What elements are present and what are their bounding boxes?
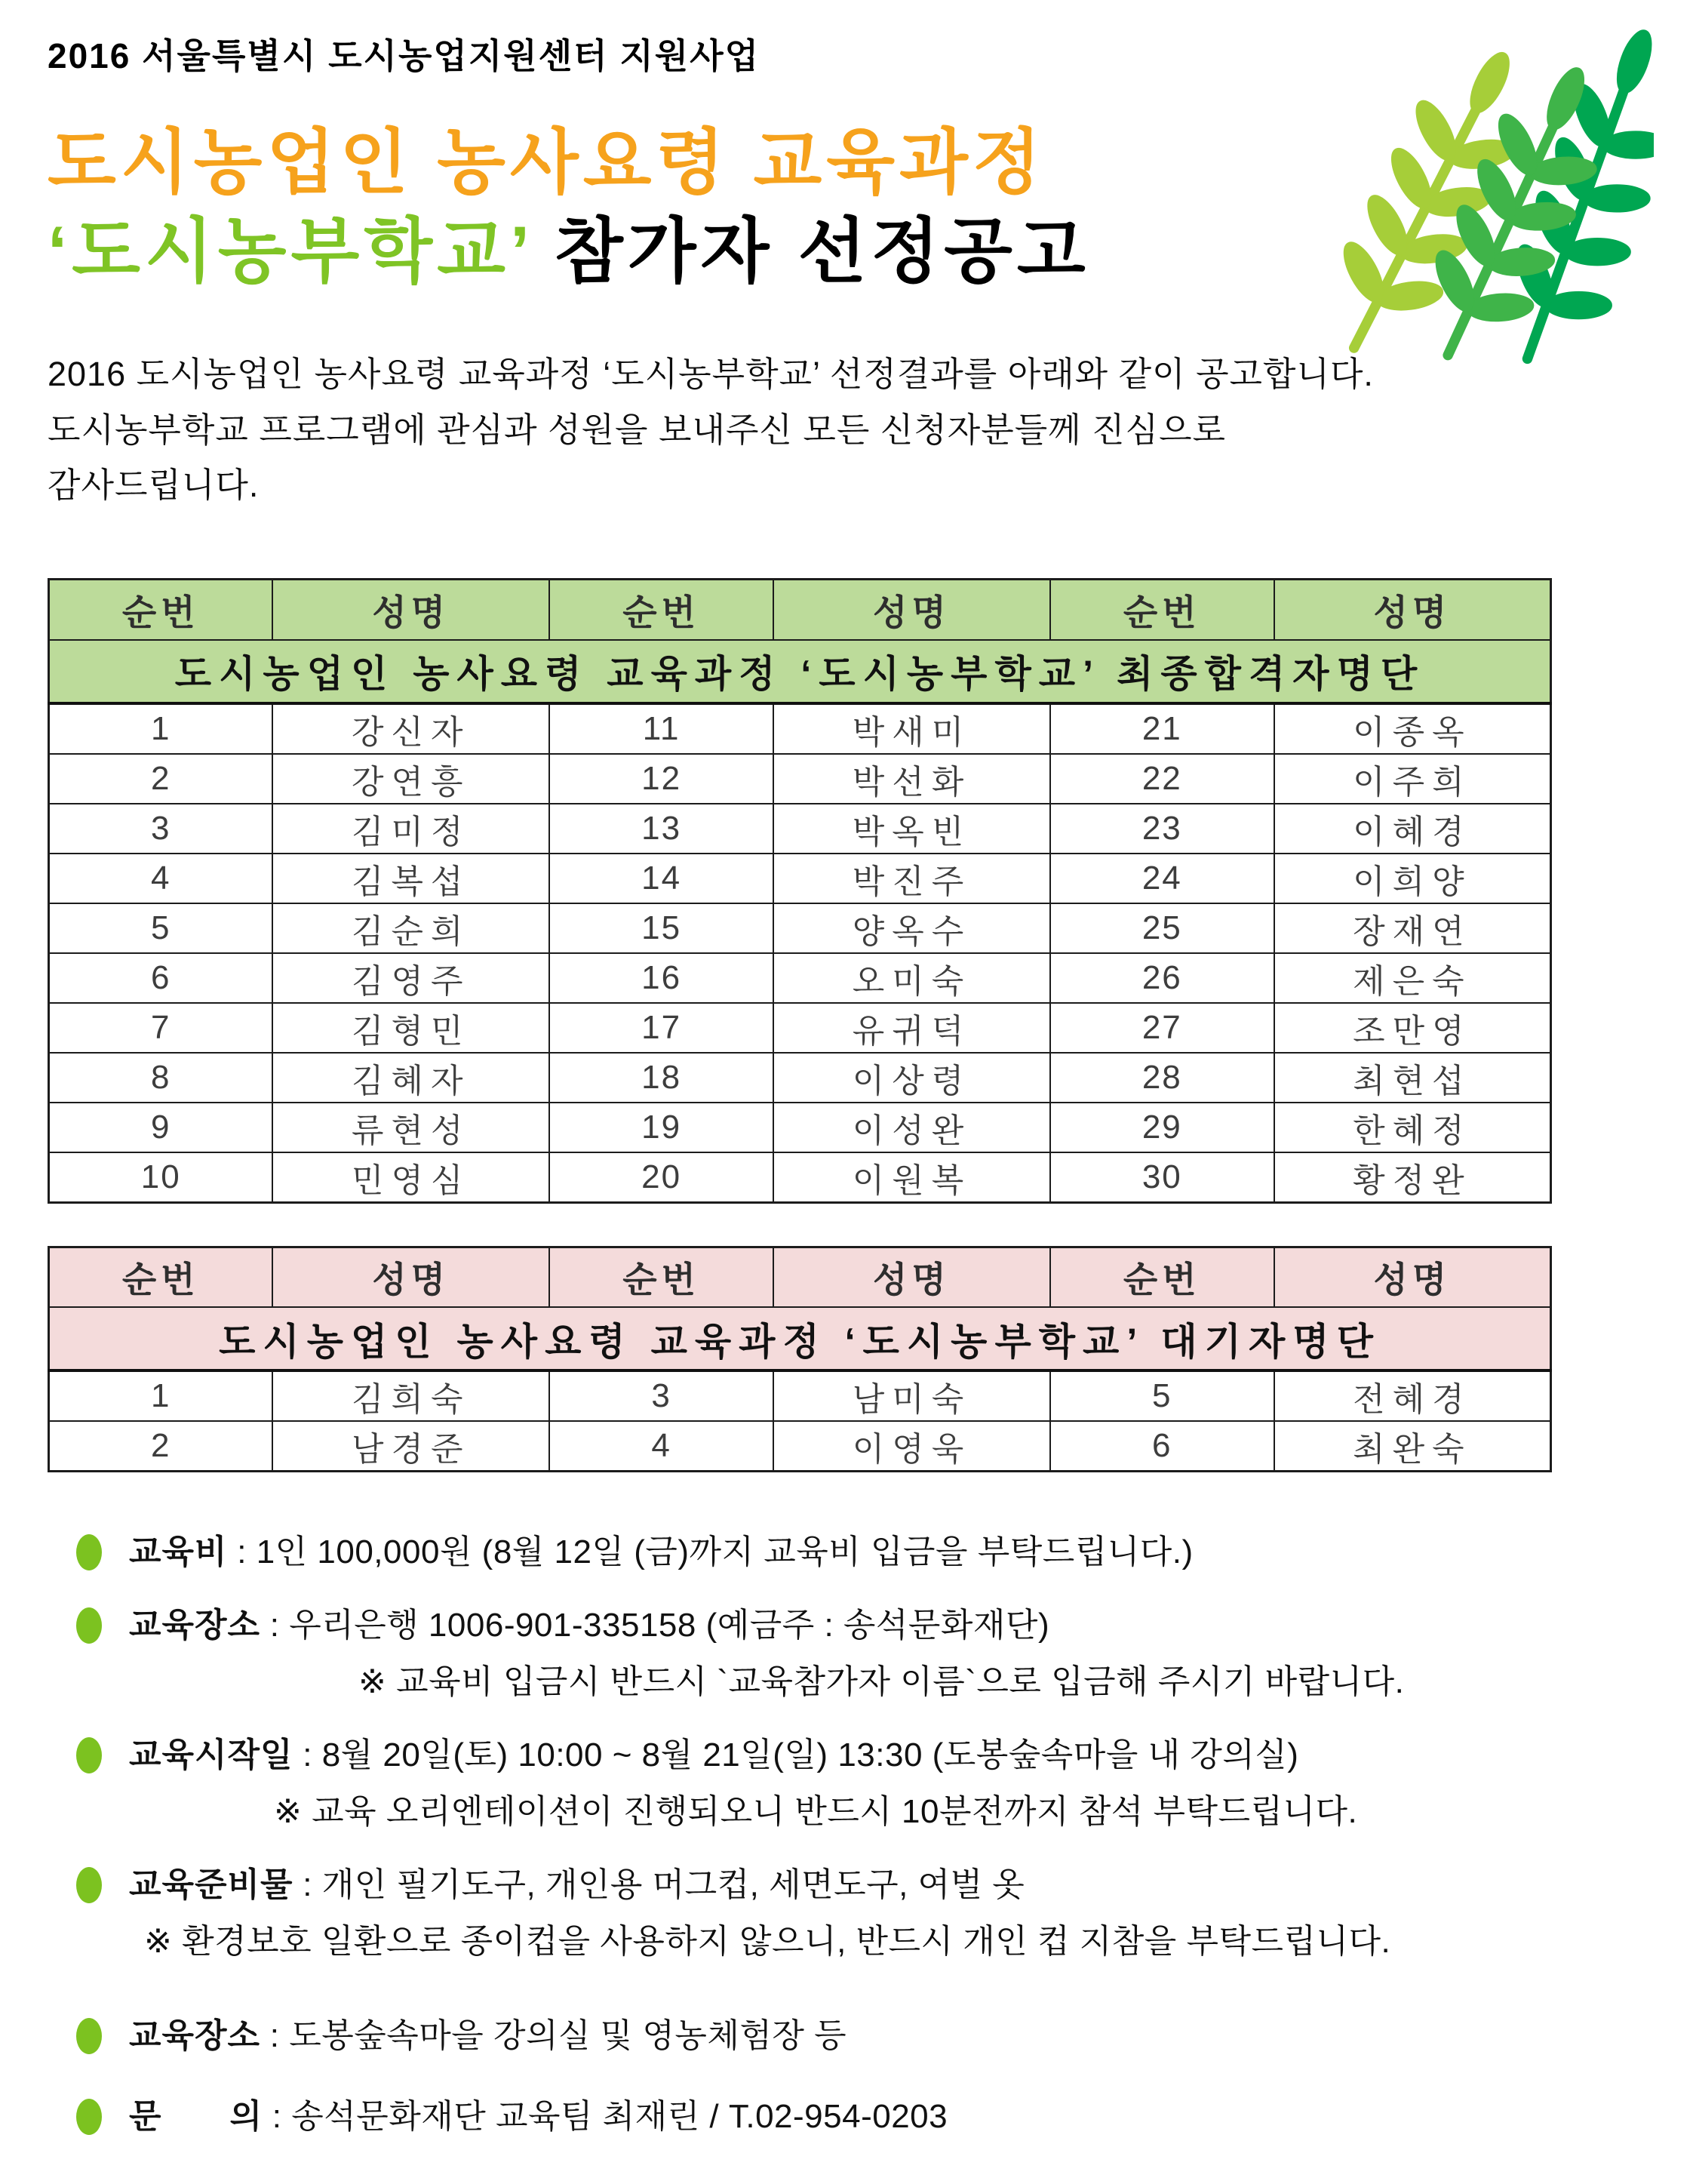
name-cell: 박진주 [773,854,1050,903]
intro-paragraph [48,346,1645,513]
table-title: 도시농업인 농사요령 교육과정 ‘도시농부학교’ 최종합격자명단 [49,640,1551,703]
column-header: 순번 [1050,1247,1274,1307]
leaf-branches-icon [1314,23,1654,370]
intro-line: 도시농부학교 프로그램에 관심과 성원을 보내주신 모든 신청자분들께 진심으로 [48,410,1227,449]
name-cell: 남미숙 [773,1370,1050,1421]
notice-label: 교육장소 [129,1607,261,1644]
name-cell: 박옥빈 [773,804,1050,854]
column-header: 성명 [1274,580,1551,640]
rank-cell: 11 [549,703,773,754]
rank-cell: 7 [49,1003,273,1053]
column-header-row [49,580,1551,640]
rank-cell: 8 [49,1053,273,1103]
name-cell: 최현섭 [1274,1053,1551,1103]
notice-text: : 송석문화재단 교육팀 최재린 / T.02-954-0203 [263,2098,948,2136]
notice-line [129,1604,1049,1646]
column-header: 순번 [49,580,273,640]
rank-cell: 6 [1050,1421,1274,1472]
rank-cell: 1 [49,1370,273,1421]
column-header: 순번 [1050,580,1274,640]
rank-cell: 12 [549,754,773,804]
table-row [49,903,1551,953]
notice-note: ※ 교육비 입금시 반드시 `교육참가자 이름`으로 입금해 주시기 바랍니다. [358,1663,1405,1701]
name-cell: 박선화 [773,754,1050,804]
column-header: 성명 [272,580,549,640]
notice-note: ※ 환경보호 일환으로 종이컵을 사용하지 않으니, 반드시 개인 컵 지참을 부탁드립니다. [144,1923,1391,1961]
column-header: 성명 [272,1247,549,1307]
name-cell: 강신자 [272,703,549,754]
rank-cell: 2 [49,754,273,804]
name-cell: 김미정 [272,804,549,854]
rank-cell: 16 [549,953,773,1003]
notice-line [129,2015,847,2056]
notice-text: : 개인 필기도구, 개인용 머그컵, 세면도구, 여벌 옷 [293,1866,1025,1904]
notice-text: : 8월 20일(토) 10:00 ~ 8월 21일(일) 13:30 (도봉숲속마을 내 강의실) [293,1736,1299,1774]
name-cell: 남경준 [272,1421,549,1472]
name-cell: 이영욱 [773,1421,1050,1472]
green-dot-bullet-icon [76,1737,102,1773]
table-title-row [49,1307,1551,1370]
table-row [49,1152,1551,1203]
name-cell: 강연흥 [272,754,549,804]
program-line: 2016 서울특별시 도시농업지원센터 지원사업 [48,36,760,75]
rank-cell: 30 [1050,1152,1274,1203]
name-cell: 김영주 [272,953,549,1003]
name-cell: 류현성 [272,1103,549,1152]
notice-line [129,1734,1298,1776]
name-cell: 이상령 [773,1053,1050,1103]
name-cell: 조만영 [1274,1003,1551,1053]
notice-label: 교육준비물 [129,1866,293,1904]
notice-item-contact [48,2096,1645,2137]
name-cell: 이주희 [1274,754,1551,804]
notice-text: : 1인 100,000원 (8월 12일 (금)까지 교육비 입금을 부탁드립니다.) [227,1533,1194,1571]
green-dot-bullet-icon [76,1867,102,1903]
notice-label: 교육장소 [129,2017,261,2055]
name-cell: 제은숙 [1274,953,1551,1003]
rank-cell: 17 [549,1003,773,1053]
table-row [49,754,1551,804]
rank-cell: 10 [49,1152,273,1203]
table-row [49,703,1551,754]
column-header: 성명 [773,1247,1050,1307]
notice-list [48,1531,1645,2137]
name-cell: 이희양 [1274,854,1551,903]
rank-cell: 6 [49,953,273,1003]
table-row [49,1003,1551,1053]
green-dot-bullet-icon [76,2099,102,2135]
name-cell: 양옥수 [773,903,1050,953]
notice-item-fee [48,1531,1645,1573]
notice-label: 교육비 [129,1533,228,1571]
name-cell: 이원복 [773,1152,1050,1203]
name-cell: 김복섭 [272,854,549,903]
rank-cell: 21 [1050,703,1274,754]
name-cell: 전혜경 [1274,1370,1551,1421]
column-header: 성명 [1274,1247,1551,1307]
rank-cell: 9 [49,1103,273,1152]
notice-text: : 도봉숲속마을 강의실 및 영농체험장 등 [260,2017,847,2055]
green-dot-bullet-icon [76,1534,102,1570]
page-title-line2-rest: 참가자 선정공고 [532,211,1090,291]
page-title-school-name: ‘도시농부학교’ [48,211,533,291]
name-cell: 김순희 [272,903,549,953]
rank-cell: 26 [1050,953,1274,1003]
name-cell: 오미숙 [773,953,1050,1003]
rank-cell: 27 [1050,1003,1274,1053]
name-cell: 한혜정 [1274,1103,1551,1152]
rank-cell: 19 [549,1103,773,1152]
notice-line [129,1531,1194,1573]
final-roster-table [48,578,1552,1204]
rank-cell: 1 [49,703,273,754]
table-row [49,854,1551,903]
name-cell: 최완숙 [1274,1421,1551,1472]
table-row [49,953,1551,1003]
notice-note: ※ 교육 오리엔테이션이 진행되오니 반드시 10분전까지 참석 부탁드립니다. [274,1793,1358,1831]
notice-line [129,2096,948,2137]
rank-cell: 24 [1050,854,1274,903]
name-cell: 김형민 [272,1003,549,1053]
table-row [49,1421,1551,1472]
green-dot-bullet-icon [76,2018,102,2054]
notice-label: 교육시작일 [129,1736,293,1774]
column-header: 순번 [549,1247,773,1307]
rank-cell: 3 [49,804,273,854]
table-title: 도시농업인 농사요령 교육과정 ‘도시농부학교’ 대기자명단 [49,1307,1551,1370]
rank-cell: 20 [549,1152,773,1203]
notice-line [129,1864,1025,1906]
name-cell: 이종옥 [1274,703,1551,754]
intro-line: 2016 도시농업인 농사요령 교육과정 ‘도시농부학교’ 선정결과를 아래와 같이 공고합니다. [48,354,1374,393]
name-cell: 장재연 [1274,903,1551,953]
name-cell: 이성완 [773,1103,1050,1152]
name-cell: 민영심 [272,1152,549,1203]
green-dot-bullet-icon [76,1607,102,1644]
table-row [49,1103,1551,1152]
notice-item-start-date [48,1734,1645,1776]
rank-cell: 15 [549,903,773,953]
rank-cell: 14 [549,854,773,903]
notice-item-supplies [48,1864,1645,1906]
rank-cell: 3 [549,1370,773,1421]
rank-cell: 5 [49,903,273,953]
table-row [49,1053,1551,1103]
column-header: 순번 [49,1247,273,1307]
waitlist-table [48,1246,1552,1473]
column-header: 성명 [773,580,1050,640]
table-row [49,1370,1551,1421]
rank-cell: 13 [549,804,773,854]
intro-line: 감사드립니다. [48,466,260,505]
column-header: 순번 [549,580,773,640]
table-title-row [49,640,1551,703]
page-title-line1: 도시농업인 농사요령 교육과정 [48,122,1046,201]
rank-cell: 23 [1050,804,1274,854]
rank-cell: 4 [549,1421,773,1472]
rank-cell: 4 [49,854,273,903]
name-cell: 황정완 [1274,1152,1551,1203]
name-cell: 유귀덕 [773,1003,1050,1053]
name-cell: 박새미 [773,703,1050,754]
rank-cell: 29 [1050,1103,1274,1152]
rank-cell: 28 [1050,1053,1274,1103]
notice-text: : 우리은행 1006-901-335158 (예금주 : 송석문화재단) [260,1607,1050,1644]
rank-cell: 22 [1050,754,1274,804]
column-header-row [49,1247,1551,1307]
rank-cell: 5 [1050,1370,1274,1421]
name-cell: 김혜자 [272,1053,549,1103]
notice-item-bank [48,1604,1645,1646]
rank-cell: 2 [49,1421,273,1472]
rank-cell: 25 [1050,903,1274,953]
rank-cell: 18 [549,1053,773,1103]
notice-label: 문 의 [129,2098,263,2136]
table-row [49,804,1551,854]
notice-item-venue [48,2015,1645,2056]
name-cell: 김희숙 [272,1370,549,1421]
name-cell: 이혜경 [1274,804,1551,854]
